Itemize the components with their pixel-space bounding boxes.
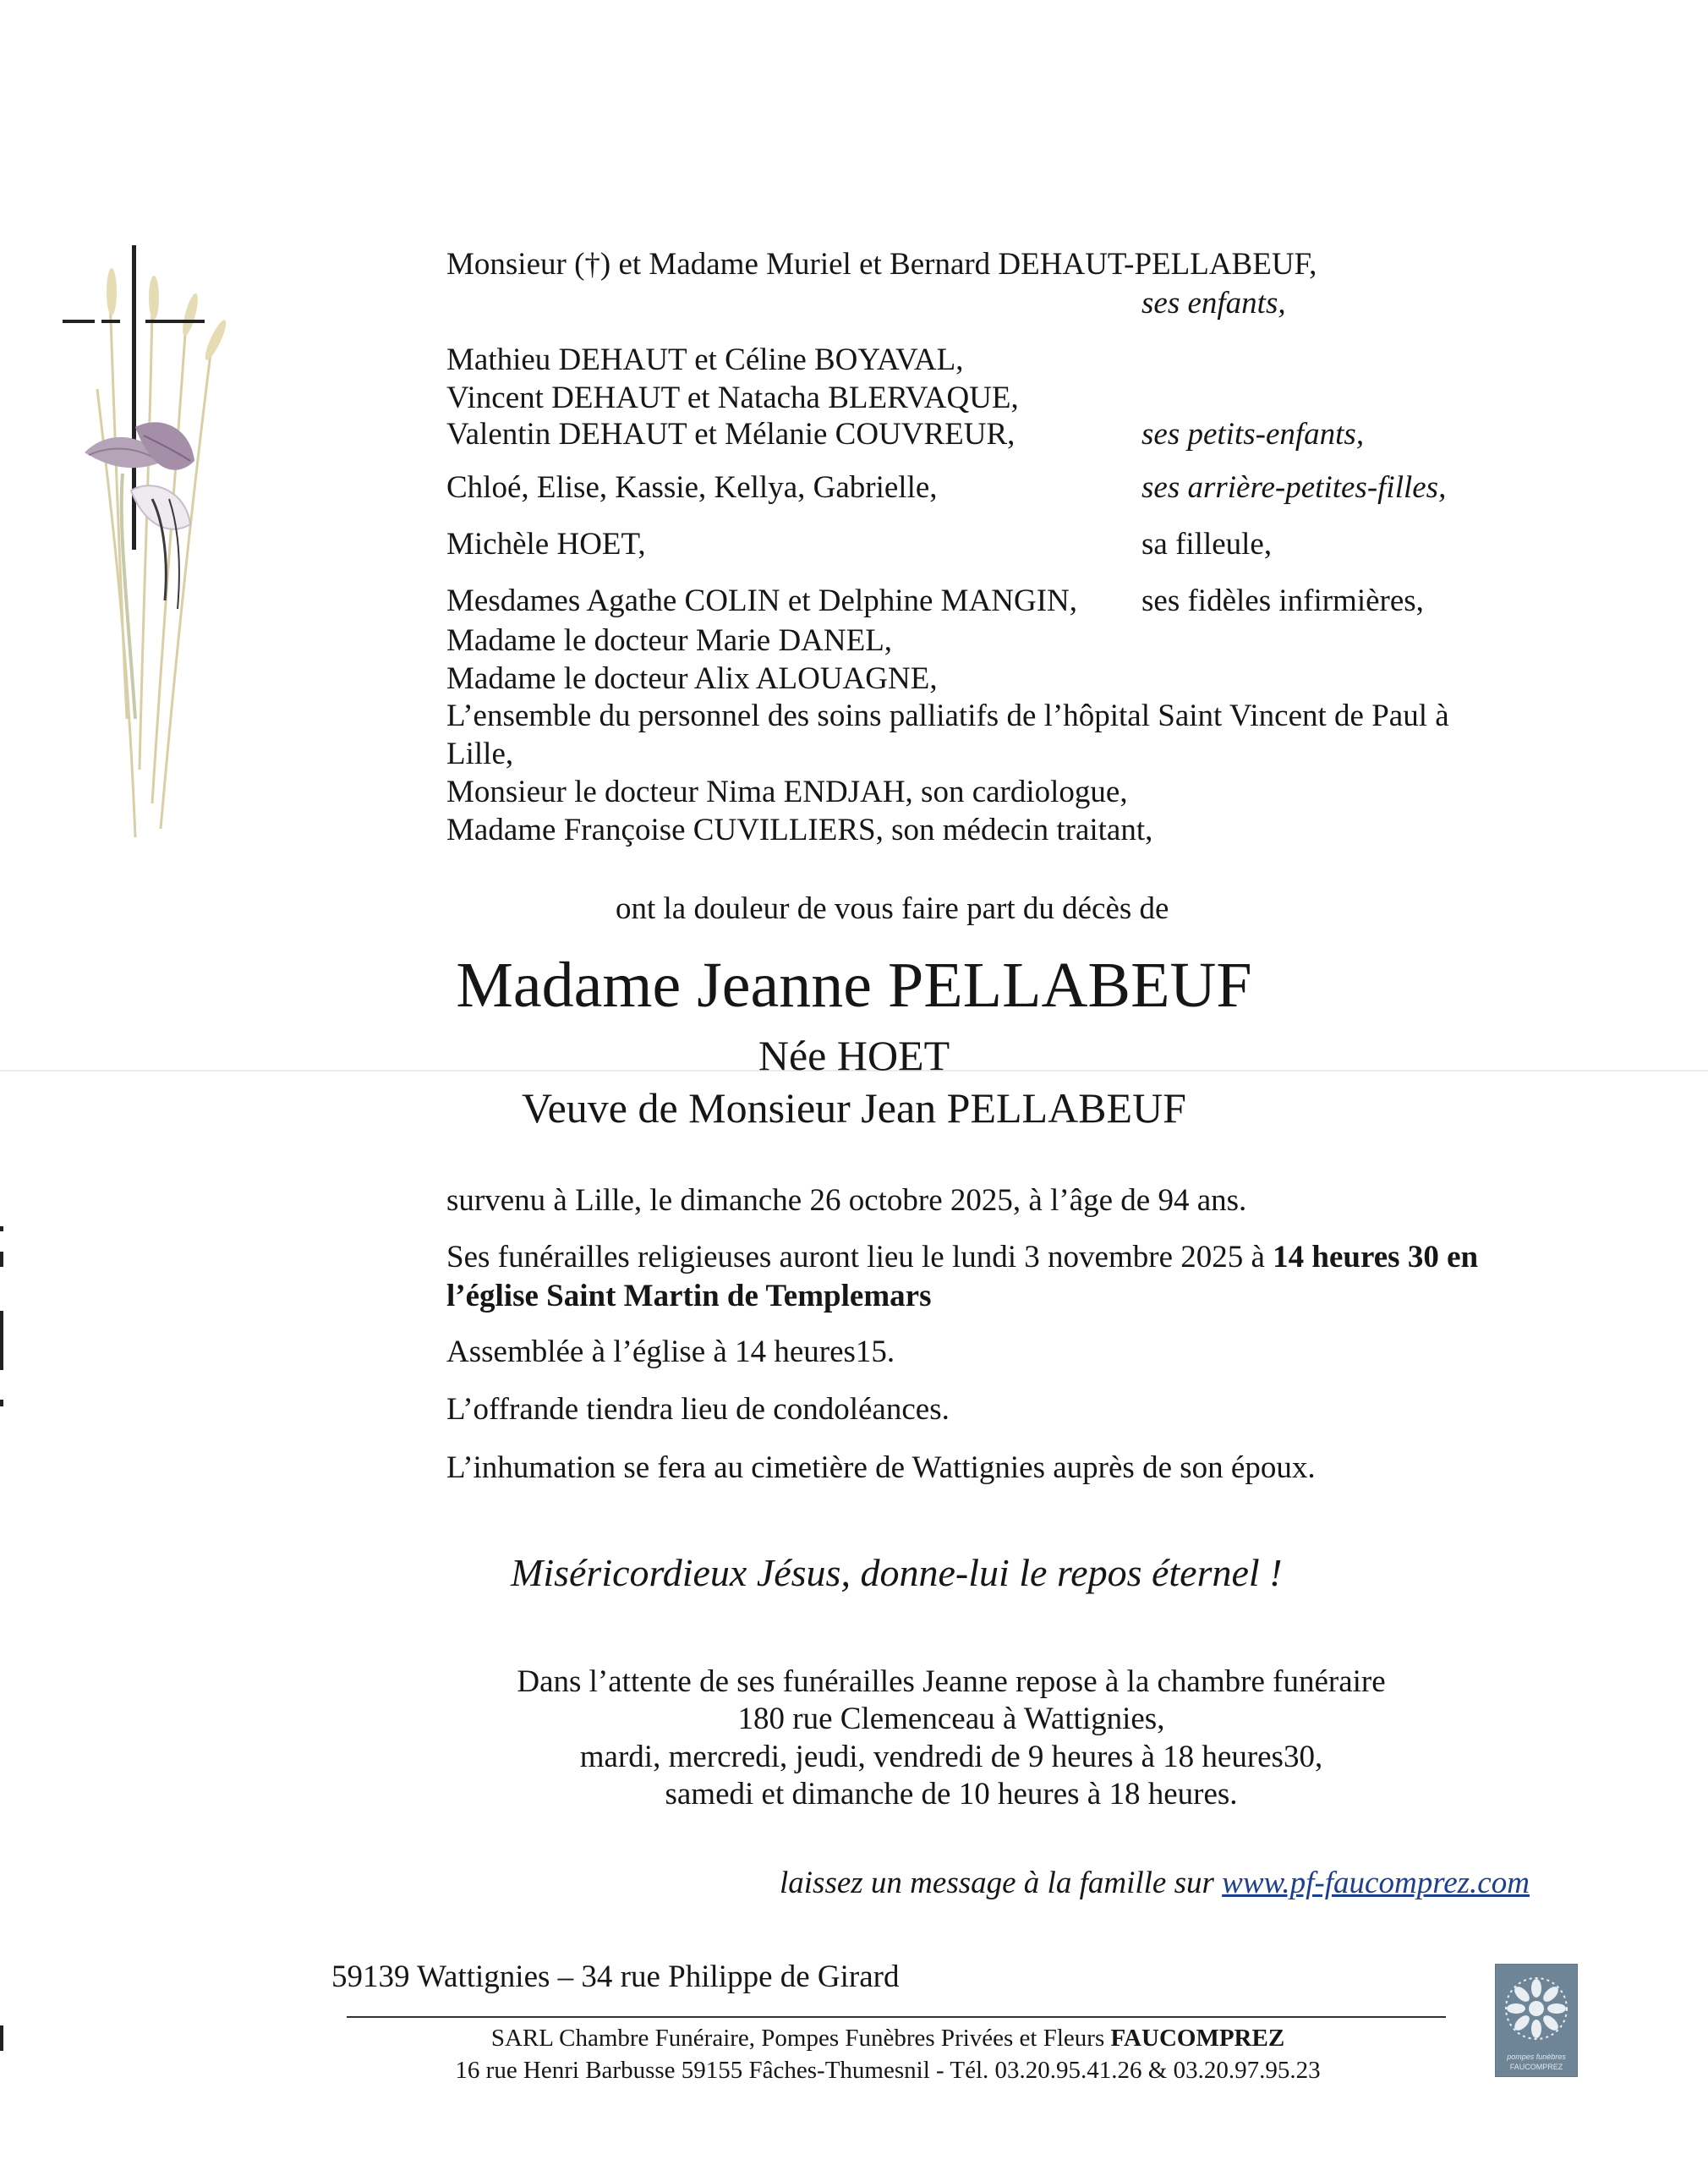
deceased-widow: Veuve de Monsieur Jean PELLABEUF	[522, 1084, 1186, 1132]
faucomprez-logo	[1495, 1964, 1578, 2077]
role-great-grandchildren: ses arrière-petites-filles,	[1141, 470, 1447, 505]
footer-company-name: FAUCOMPREZ	[1110, 2025, 1285, 2052]
church-line: l’église Saint Martin de Templemars	[446, 1279, 932, 1313]
grandchild-line: Vincent DEHAUT et Natacha BLERVAQUE,	[446, 381, 1019, 415]
message-line	[780, 1864, 1530, 1903]
deceased-name: Madame Jeanne PELLABEUF	[456, 950, 1252, 1021]
wheat-stalks	[97, 296, 211, 837]
doctor-line: Madame le docteur Marie DANEL,	[446, 623, 893, 658]
funeral-line	[446, 1238, 1478, 1277]
doctor-line: L’ensemble du personnel des soins palliatifs de l’hôpital Saint Vincent de Paul à	[446, 699, 1449, 733]
footer-contact: 16 rue Henri Barbusse 59155 Fâches-Thumesnil - Tél. 03.20.95.41.26 & 03.20.97.95.23	[455, 2057, 1321, 2084]
message-text: laissez un message à la famille sur	[780, 1866, 1223, 1900]
edge-mark	[0, 1226, 3, 1231]
role-grandchildren: ses petits-enfants,	[1141, 417, 1365, 452]
website-link[interactable]: www.pf-faucomprez.com	[1222, 1866, 1530, 1900]
edge-mark	[0, 1400, 3, 1406]
nurses-line: Mesdames Agathe COLIN et Delphine MANGIN,	[446, 584, 1078, 618]
grandchild-line: Mathieu DEHAUT et Céline BOYAVAL,	[446, 343, 964, 377]
edge-mark	[0, 1252, 3, 1267]
grandchild-line: Valentin DEHAUT et Mélanie COUVREUR,	[446, 417, 1015, 452]
wheat-ears	[107, 268, 229, 362]
doctor-line: Lille,	[446, 737, 514, 771]
logo-name: FAUCOMPREZ	[1509, 2063, 1563, 2071]
viewing-line: Dans l’attente de ses funérailles Jeanne repose à la chambre funéraire	[517, 1664, 1386, 1699]
funeral-text: Ses funérailles religieuses auront lieu le lundi 3 novembre 2025 à	[446, 1240, 1273, 1274]
role-children: ses enfants,	[1141, 286, 1286, 321]
burial-line: L’inhumation se fera au cimetière de Wattignies auprès de son époux.	[446, 1450, 1316, 1485]
viewing-line: samedi et dimanche de 10 heures à 18 heures.	[665, 1777, 1238, 1811]
prayer: Miséricordieux Jésus, donne-lui le repos éternel !	[511, 1551, 1283, 1594]
family-line-children: Monsieur (†) et Madame Muriel et Bernard DEHAUT-PELLABEUF,	[446, 247, 1317, 282]
viewing-line: mardi, mercredi, jeudi, vendredi de 9 heures à 18 heures30,	[579, 1740, 1323, 1774]
funeral-time: 14 heures 30 en	[1273, 1240, 1479, 1274]
funeral-home-address: 59139 Wattignies – 34 rue Philippe de Girard	[331, 1959, 900, 1994]
cross-lily-decoration	[51, 245, 271, 854]
great-grandchildren-line: Chloé, Elise, Kassie, Kellya, Gabrielle,	[446, 470, 938, 505]
doctor-line: Monsieur le docteur Nima ENDJAH, son cardiologue,	[446, 775, 1128, 809]
assembly-line: Assemblée à l’église à 14 heures15.	[446, 1335, 895, 1369]
footer-divider	[347, 2016, 1446, 2018]
role-goddaughter: sa filleule,	[1141, 527, 1273, 562]
doctor-line: Madame Françoise CUVILLIERS, son médecin traitant,	[446, 813, 1153, 847]
logo-subtitle: pompes funèbres	[1507, 2053, 1566, 2061]
death-line: survenu à Lille, le dimanche 26 octobre 2025, à l’âge de 94 ans.	[446, 1183, 1247, 1218]
footer-company-text: SARL Chambre Funéraire, Pompes Funèbres Privées et Fleurs	[490, 2025, 1111, 2052]
announcement: ont la douleur de vous faire part du décès de	[616, 891, 1169, 926]
doctor-line: Madame le docteur Alix ALOUAGNE,	[446, 661, 938, 696]
flower-icon	[1496, 1968, 1577, 2049]
edge-mark	[0, 1311, 3, 1370]
footer-company	[0, 2023, 1708, 2053]
calla-lily-icon	[85, 422, 194, 719]
offering-line: L’offrande tiendra lieu de condoléances.	[446, 1392, 950, 1427]
role-nurses: ses fidèles infirmières,	[1141, 584, 1424, 618]
goddaughter-line: Michèle HOET,	[446, 527, 646, 562]
viewing-line: 180 rue Clemenceau à Wattignies,	[737, 1702, 1165, 1736]
deceased-born: Née HOET	[758, 1032, 950, 1079]
